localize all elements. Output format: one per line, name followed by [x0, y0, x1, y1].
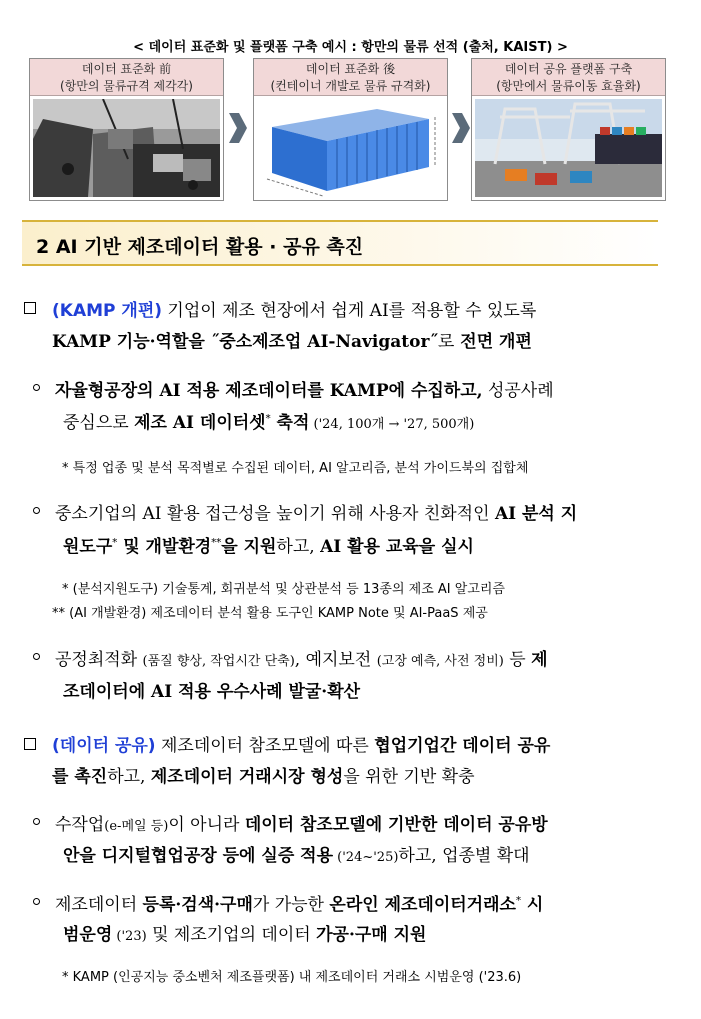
sub5-text: 가 가능한 — [252, 895, 330, 915]
sub3-bold: 조데이터에 AI 적용 우수사례 발굴·확산 — [63, 682, 361, 702]
item2-line2 — [52, 762, 475, 787]
panel-caption-line1: 데이터 공유 플랫폼 구축 — [504, 62, 633, 76]
footnote-marker: * — [515, 895, 521, 907]
sub2-line1 — [55, 499, 577, 524]
sub1-line2 — [63, 408, 474, 433]
sub2-bold: 원도구 — [63, 537, 113, 557]
sub2-bold: 및 개발환경 — [117, 537, 212, 557]
sub4-paren: (e-메일 등) — [104, 819, 169, 834]
sub1-text: 중심으로 — [63, 413, 135, 433]
sub5-bold: 범운영 — [63, 925, 113, 945]
banner-title: < 데이터 표준화 및 플랫폼 구축 예시 : 항만의 물류 선적 (출처, KAIST) > — [133, 40, 568, 55]
bullet-circle-icon — [33, 818, 40, 825]
item1-text: 로 — [437, 332, 455, 352]
panel-after-standardization — [253, 58, 448, 201]
item2-text: 하고, — [107, 767, 151, 787]
footnote-marker: * — [265, 413, 271, 425]
sub1-bold: 자율형공장의 AI 적용 제조데이터를 KAMP에 수집하고, — [55, 381, 483, 401]
footnote-marker: * — [112, 537, 118, 549]
checkbox-square-icon — [24, 738, 36, 750]
footnote: ** (AI 개발환경) 제조데이터 분석 활용 도구인 KAMP Note 및 AI-PaaS 제공 — [52, 606, 488, 621]
sub3-paren: (품질 향상, 작업시간 단축) — [142, 654, 295, 669]
sub4-bold: 데이터 참조모델에 기반한 데이터 공유방 — [244, 815, 548, 835]
footnote: * KAMP (인공지능 중소벤처 제조플랫폼) 내 제조데이터 거래소 시범운영 ('23.6) — [62, 970, 522, 985]
item2-bold: 를 촉진 — [52, 767, 108, 787]
bullet-circle-icon — [33, 507, 40, 514]
sub2-line2 — [63, 532, 474, 557]
shipping-container-image — [257, 99, 444, 197]
sub1-line1 — [55, 376, 554, 401]
sub4-text: 수작업 — [55, 815, 105, 835]
section-heading: 2 AI 기반 제조데이터 활용 · 공유 촉진 — [36, 236, 364, 258]
bullet-circle-icon — [33, 384, 40, 391]
sub4-text: 하고, 업종별 확대 — [398, 846, 530, 866]
panel-caption-line1: 데이터 표준화 後 — [305, 62, 396, 76]
item2-text: 을 위한 기반 확충 — [343, 767, 475, 787]
sub3-text: 등 — [503, 650, 532, 670]
item2-bold: 제조데이터 거래시장 형성 — [150, 767, 344, 787]
container-terminal-photo — [475, 99, 662, 197]
panel-caption-line2: (항만의 물류규격 제각각) — [60, 79, 193, 93]
sub4-line1 — [55, 810, 548, 835]
panel-caption — [472, 59, 665, 96]
sub3-paren: (고장 예측, 사전 정비) — [376, 654, 504, 669]
sub1-bold: 축적 — [270, 413, 310, 433]
sub5-bold: 가공·구매 지원 — [316, 925, 427, 945]
item1-bold: KAMP 기능·역할을 — [52, 332, 205, 352]
panel-caption — [30, 59, 223, 96]
sub5-text: 제조데이터 — [55, 895, 143, 915]
sub2-bold: AI 분석 지 — [494, 504, 578, 524]
dataset-target-range: ('24, 100개 → '27, 500개) — [309, 417, 475, 432]
sub3-bold: 제 — [531, 650, 548, 670]
bullet-circle-icon — [33, 653, 40, 660]
panel-caption-line2: (항만에서 물류이동 효율화) — [496, 79, 641, 93]
footnote: * 특정 업종 및 분석 목적별로 수집된 데이터, AI 알고리즘, 분석 가이드북의 집합체 — [62, 461, 529, 476]
sub5-bold: 시 — [520, 895, 544, 915]
panel-data-platform — [471, 58, 666, 201]
data-sharing-tag: (데이터 공유) — [52, 736, 156, 756]
panel-caption-line2: (컨테이너 개발로 물류 규격화) — [270, 79, 431, 93]
kamp-reform-tag: (KAMP 개편) — [52, 301, 163, 321]
panel-caption — [254, 59, 447, 96]
sub4-paren: ('24~'25) — [333, 850, 399, 865]
checkbox-square-icon — [24, 302, 36, 314]
item2-line1 — [52, 731, 550, 756]
item1-bold: 전면 개편 — [454, 332, 532, 352]
ai-dataset-label: 제조 AI 데이터셋 — [134, 413, 266, 433]
sub1-text: 성공사례 — [482, 381, 554, 401]
panel-before-standardization — [29, 58, 224, 201]
sub3-text: , 예지보전 — [294, 650, 377, 670]
item1-line2 — [52, 327, 532, 352]
sub3-line1 — [55, 645, 548, 670]
sub4-bold: 안을 디지털협업공장 등에 실증 적용 — [63, 846, 334, 866]
item2-bold: 협업기업간 데이터 공유 — [374, 736, 551, 756]
footnote-marker: ** — [211, 537, 222, 549]
sub5-line1 — [55, 890, 543, 915]
port-cargo-photo — [33, 99, 220, 197]
sub5-bold: 등록·검색·구매 — [142, 895, 253, 915]
item2-text: 제조데이터 참조모델에 따른 — [155, 736, 375, 756]
sub2-bold: AI 활용 교육을 실시 — [320, 537, 474, 557]
sub4-line2 — [63, 841, 530, 866]
sub3-line2 — [63, 677, 360, 702]
item1-text: 기업이 제조 현장에서 쉽게 AI를 적용할 수 있도록 — [162, 301, 537, 321]
sub2-text: 중소기업의 AI 활용 접근성을 높이기 위해 사용자 친화적인 — [55, 504, 495, 524]
sub5-text: 및 제조기업의 데이터 — [146, 925, 317, 945]
sub4-text: 이 아니라 — [168, 815, 245, 835]
sub2-bold: 을 지원 — [221, 537, 277, 557]
sub5-paren: ('23) — [112, 929, 147, 944]
sub5-line2 — [63, 920, 426, 945]
sub2-text: 하고, — [276, 537, 321, 557]
bullet-circle-icon — [33, 898, 40, 905]
data-exchange-label: 온라인 제조데이터거래소 — [329, 895, 516, 915]
chevron-right-icon — [229, 113, 247, 143]
section-heading-bar — [22, 220, 658, 266]
footnote: * (분석지원도구) 기술통계, 회귀분석 및 상관분석 등 13종의 제조 AI 알고리즘 — [62, 582, 505, 597]
sub3-text: 공정최적화 — [55, 650, 143, 670]
ai-navigator-label: ˝중소제조업 AI-Navigator˝ — [204, 332, 438, 352]
chevron-right-icon — [452, 113, 470, 143]
panel-caption-line1: 데이터 표준화 前 — [81, 62, 172, 76]
item1-line1 — [52, 296, 536, 321]
